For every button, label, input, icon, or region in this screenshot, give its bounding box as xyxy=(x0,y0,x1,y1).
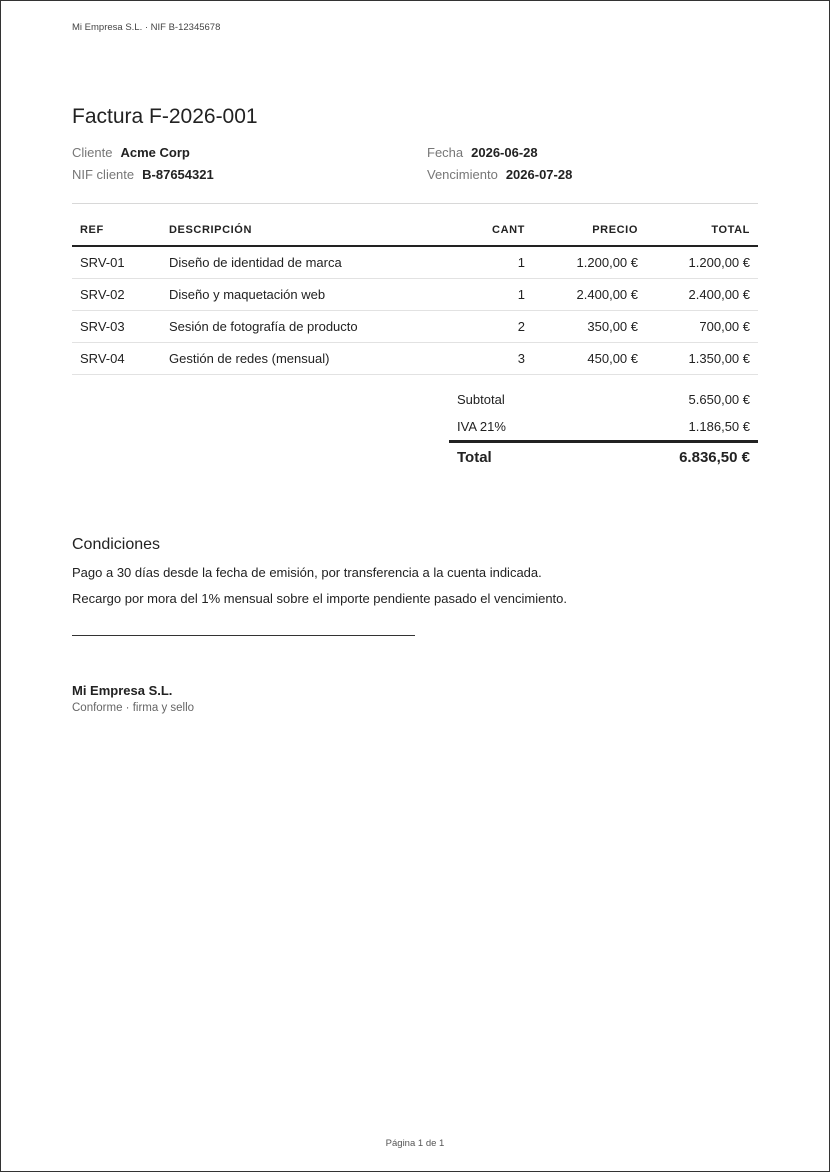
cell-total: 1.350,00 € xyxy=(646,343,758,375)
header-divider xyxy=(72,203,758,204)
client-nif-field xyxy=(72,167,214,182)
due-date-label: Vencimiento xyxy=(427,167,498,182)
tax-row xyxy=(449,413,758,440)
date-value: 2026-06-28 xyxy=(471,145,538,160)
cell-ref: SRV-01 xyxy=(72,246,161,279)
tax-label: IVA 21% xyxy=(457,419,506,434)
column-header-ref: REF xyxy=(72,214,161,246)
table-row xyxy=(72,343,758,375)
signature-company-name: Mi Empresa S.L. xyxy=(72,683,173,698)
client-nif-label: NIF cliente xyxy=(72,167,135,182)
conditions-title: Condiciones xyxy=(72,536,161,553)
client-field xyxy=(72,145,190,160)
cell-total: 700,00 € xyxy=(646,311,758,343)
cell-ref: SRV-04 xyxy=(72,343,161,375)
cell-description: Gestión de redes (mensual) xyxy=(161,343,437,375)
cell-total: 2.400,00 € xyxy=(646,279,758,311)
subtotal-label: Subtotal xyxy=(457,392,505,407)
condition-line: Pago a 30 días desde la fecha de emisión, por transferencia a la cuenta indicada. xyxy=(72,565,542,580)
due-date-value: 2026-07-28 xyxy=(505,167,573,182)
tax-value: 1.186,50 € xyxy=(688,419,750,434)
client-value: Acme Corp xyxy=(120,145,190,160)
grand-total-value: 6.836,50 € xyxy=(679,449,750,466)
cell-price: 1.200,00 € xyxy=(533,246,646,279)
cell-description: Sesión de fotografía de producto xyxy=(161,311,437,343)
subtotal-row xyxy=(449,386,758,413)
signature-line xyxy=(72,635,415,636)
cell-quantity: 2 xyxy=(437,311,533,343)
cell-description: Diseño de identidad de marca xyxy=(161,246,437,279)
cell-price: 2.400,00 € xyxy=(533,279,646,311)
grand-total-row xyxy=(449,440,758,473)
cell-quantity: 1 xyxy=(437,279,533,311)
cell-quantity: 3 xyxy=(437,343,533,375)
table-row xyxy=(72,311,758,343)
column-header-price: PRECIO xyxy=(533,214,646,246)
cell-total: 1.200,00 € xyxy=(646,246,758,279)
table-row xyxy=(72,279,758,311)
cell-description: Diseño y maquetación web xyxy=(161,279,437,311)
cell-ref: SRV-03 xyxy=(72,311,161,343)
page-number: Página 1 de 1 xyxy=(385,1138,445,1149)
column-header-quantity: CANT xyxy=(437,214,533,246)
signature-caption: Conforme · firma y sello xyxy=(72,702,195,714)
cell-price: 350,00 € xyxy=(533,311,646,343)
date-label: Fecha xyxy=(427,145,464,160)
client-nif-value: B-87654321 xyxy=(142,167,214,182)
date-field xyxy=(427,145,538,160)
invoice-content xyxy=(72,103,758,716)
cell-quantity: 1 xyxy=(437,246,533,279)
due-date-field xyxy=(427,167,572,182)
cell-price: 450,00 € xyxy=(533,343,646,375)
table-header-row xyxy=(72,214,758,246)
invoice-title: Factura F-2026-001 xyxy=(72,105,258,128)
condition-line: Recargo por mora del 1% mensual sobre el importe pendiente pasado el vencimiento. xyxy=(72,591,568,606)
running-header: Mi Empresa S.L. · NIF B-12345678 xyxy=(72,22,221,33)
column-header-total: TOTAL xyxy=(646,214,758,246)
client-label: Cliente xyxy=(72,145,113,160)
column-header-description: DESCRIPCIÓN xyxy=(161,214,437,246)
cell-ref: SRV-02 xyxy=(72,279,161,311)
grand-total-label: Total xyxy=(457,449,492,466)
totals-block xyxy=(449,386,758,473)
subtotal-value: 5.650,00 € xyxy=(688,392,750,407)
line-items-table xyxy=(72,214,758,375)
invoice-meta xyxy=(72,145,758,189)
table-row xyxy=(72,246,758,279)
